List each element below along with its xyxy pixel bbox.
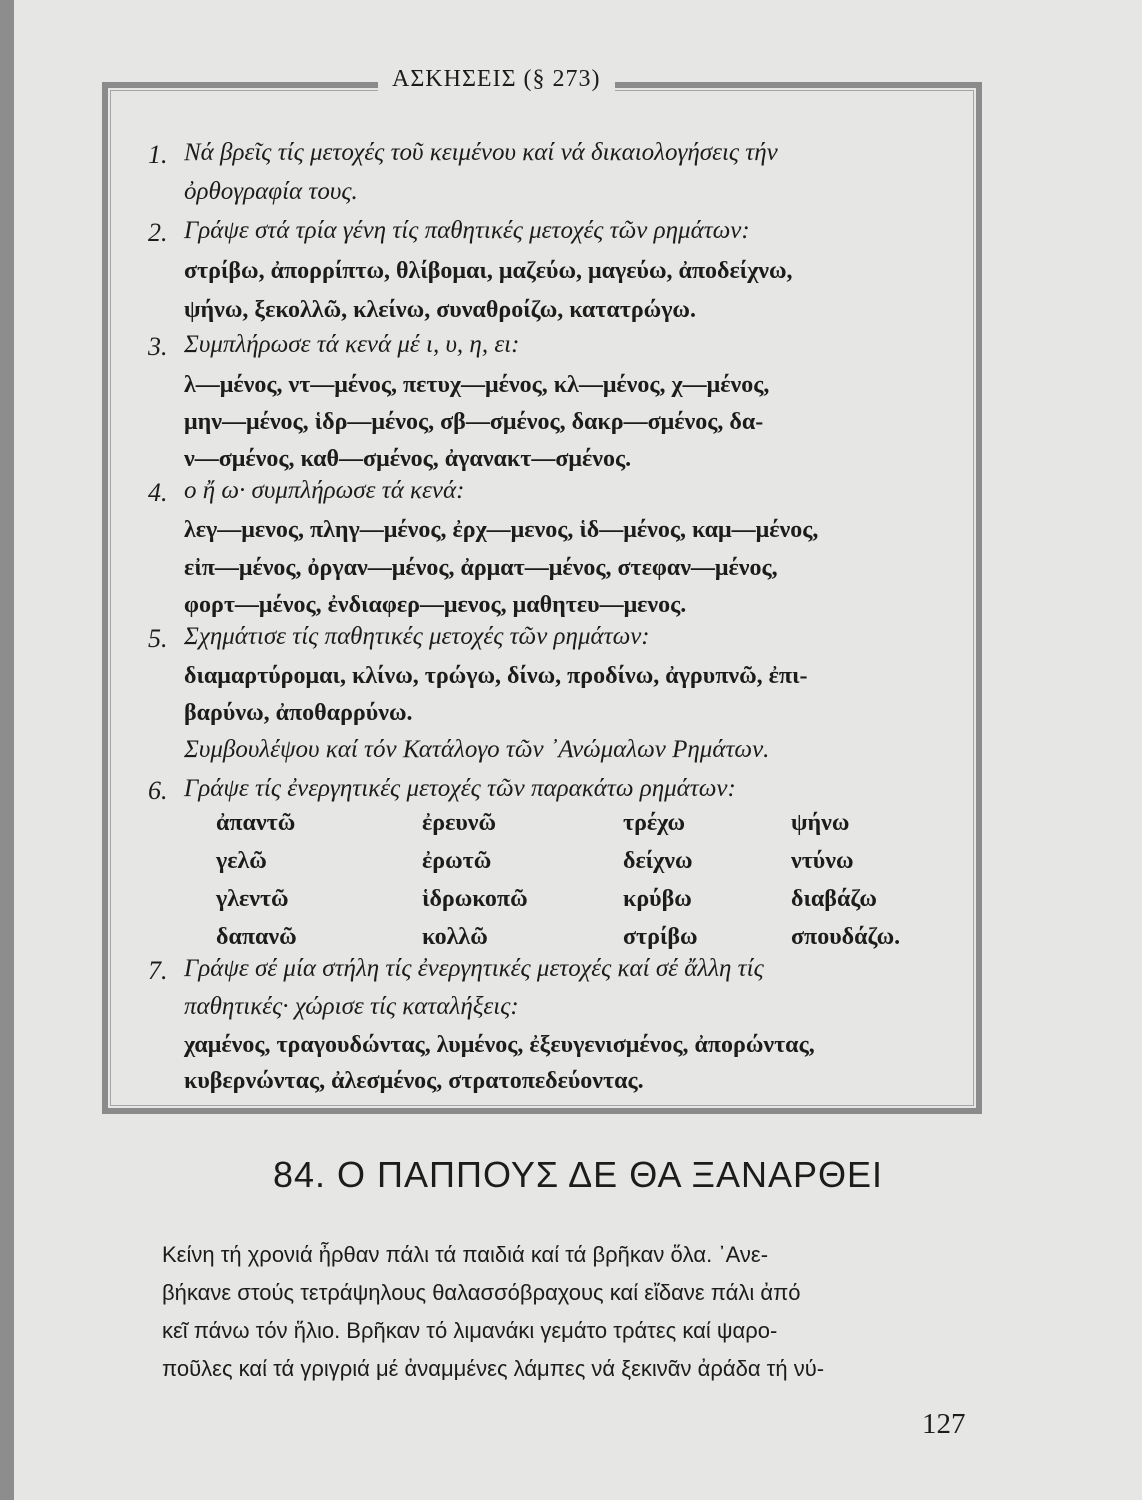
exercise-number: 6. bbox=[148, 776, 168, 805]
exercise-line: διαμαρτύρομαι, κλίνω, τρώγω, δίνω, προδίνω, ἀγρυπνῶ, ἐπι- bbox=[184, 663, 808, 689]
exercise-line: λεγ—μενος, πληγ—μένος, ἐρχ—μενος, ἱδ—μένος, καμ—μένος, bbox=[184, 517, 819, 543]
verb-cell: τρέχω bbox=[623, 810, 686, 836]
verb-cell: διαβάζω bbox=[791, 886, 877, 912]
story-line: βήκανε στούς τετράψηλους θαλασσόβραχους καί εἴδανε πάλι ἀπό bbox=[162, 1280, 801, 1305]
exercise-line: Νά βρεῖς τίς μετοχές τοῦ κειμένου καί νά δικαιολογήσεις τήν bbox=[184, 139, 778, 166]
exercise-line: παθητικές· χώρισε τίς καταλήξεις: bbox=[184, 993, 519, 1020]
book-page bbox=[14, 0, 1142, 1500]
exercise-line: Συμπλήρωσε τά κενά μέ ι, υ, η, ει: bbox=[184, 331, 520, 358]
exercise-line: λ—μένος, ντ—μένος, πετυχ—μένος, κλ—μένος, χ—μένος, bbox=[184, 372, 770, 398]
exercise-line: κυβερνώντας, ἀλεσμένος, στρατοπεδεύοντας. bbox=[184, 1068, 644, 1094]
exercise-line: Συμβουλέψου καί τόν Κατάλογο τῶν ᾿Ανώμαλων Ρημάτων. bbox=[184, 736, 770, 763]
verb-cell: ἐρωτῶ bbox=[422, 848, 492, 874]
exercise-number: 7. bbox=[148, 956, 168, 985]
story-line: κεῖ πάνω τόν ἥλιο. Βρῆκαν τό λιμανάκι γεμάτο τράτες καί ψαρο- bbox=[162, 1318, 778, 1343]
verb-cell: σπουδάζω. bbox=[791, 924, 901, 950]
verb-cell: ἀπαντῶ bbox=[216, 810, 296, 836]
verb-cell: γελῶ bbox=[216, 848, 267, 874]
verb-cell: ντύνω bbox=[791, 848, 854, 874]
exercise-line: στρίβω, ἀπορρίπτω, θλίβομαι, μαζεύω, μαγεύω, ἀποδείχνω, bbox=[184, 258, 793, 284]
story-line: Κείνη τή χρονιά ἦρθαν πάλι τά παιδιά καί τά βρῆκαν ὅλα. ᾿Ανε- bbox=[162, 1242, 769, 1267]
verb-cell: κολλῶ bbox=[422, 924, 488, 950]
verb-cell: στρίβω bbox=[623, 924, 698, 950]
exercise-number: 5. bbox=[148, 624, 168, 653]
verb-cell: κρύβω bbox=[623, 886, 692, 912]
exercise-line: ὀρθογραφία τους. bbox=[184, 178, 358, 205]
exercise-line: Γράψε τίς ἐνεργητικές μετοχές τῶν παρακάτω ρημάτων: bbox=[184, 775, 736, 802]
exercise-number: 3. bbox=[148, 332, 168, 361]
verb-cell: δαπανῶ bbox=[216, 924, 297, 950]
exercise-line: Γράψε στά τρία γένη τίς παθητικές μετοχές τῶν ρημάτων: bbox=[184, 217, 750, 244]
page-number: 127 bbox=[922, 1408, 966, 1440]
exercise-number: 1. bbox=[148, 140, 168, 169]
exercise-line: Γράψε σέ μία στήλη τίς ἐνεργητικές μετοχές καί σέ ἄλλη τίς bbox=[184, 955, 764, 982]
verb-cell: γλεντῶ bbox=[216, 886, 289, 912]
exercise-line: βαρύνω, ἀποθαρρύνω. bbox=[184, 700, 413, 726]
exercise-line: φορτ—μένος, ἐνδιαφερ—μενος, μαθητευ—μενος. bbox=[184, 592, 687, 618]
exercise-line: ν—σμένος, καθ—σμένος, ἀγανακτ—σμένος. bbox=[184, 446, 632, 472]
verb-cell: ψήνω bbox=[791, 810, 850, 836]
exercise-number: 2. bbox=[148, 218, 168, 247]
exercise-line: ψήνω, ξεκολλῶ, κλείνω, συναθροίζω, κατατρώγω. bbox=[184, 297, 696, 323]
exercises-box bbox=[102, 66, 982, 1114]
verb-cell: ἱδρωκοπῶ bbox=[422, 886, 528, 912]
exercises-title: ΑΣΚΗΣΕΙΣ (§ 273) bbox=[378, 66, 615, 93]
exercise-line: μην—μένος, ἱδρ—μένος, σβ—σμένος, δακρ—σμένος, δα- bbox=[184, 409, 764, 435]
page-left-edge bbox=[0, 0, 14, 1500]
exercise-line: χαμένος, τραγουδώντας, λυμένος, ἐξευγενισμένος, ἀπορώντας, bbox=[184, 1032, 815, 1058]
exercise-line: Σχημάτισε τίς παθητικές μετοχές τῶν ρημάτων: bbox=[184, 623, 650, 650]
verb-cell: ἐρευνῶ bbox=[422, 810, 497, 836]
exercise-line: ο ἤ ω· συμπλήρωσε τά κενά: bbox=[184, 477, 465, 504]
verb-cell: δείχνω bbox=[623, 848, 693, 874]
chapter-title: 84. Ο ΠΑΠΠΟΥΣ ΔΕ ΘΑ ΞΑΝΑΡΘΕΙ bbox=[272, 1154, 884, 1195]
story-line: ποῦλες καί τά γριγριά μέ ἀναμμένες λάμπες νά ξεκινᾶν ἀράδα τή νύ- bbox=[162, 1356, 825, 1381]
exercise-number: 4. bbox=[148, 478, 168, 507]
exercise-line: εἰπ—μένος, ὀργαν—μένος, ἀρματ—μένος, στεφαν—μένος, bbox=[184, 555, 778, 581]
